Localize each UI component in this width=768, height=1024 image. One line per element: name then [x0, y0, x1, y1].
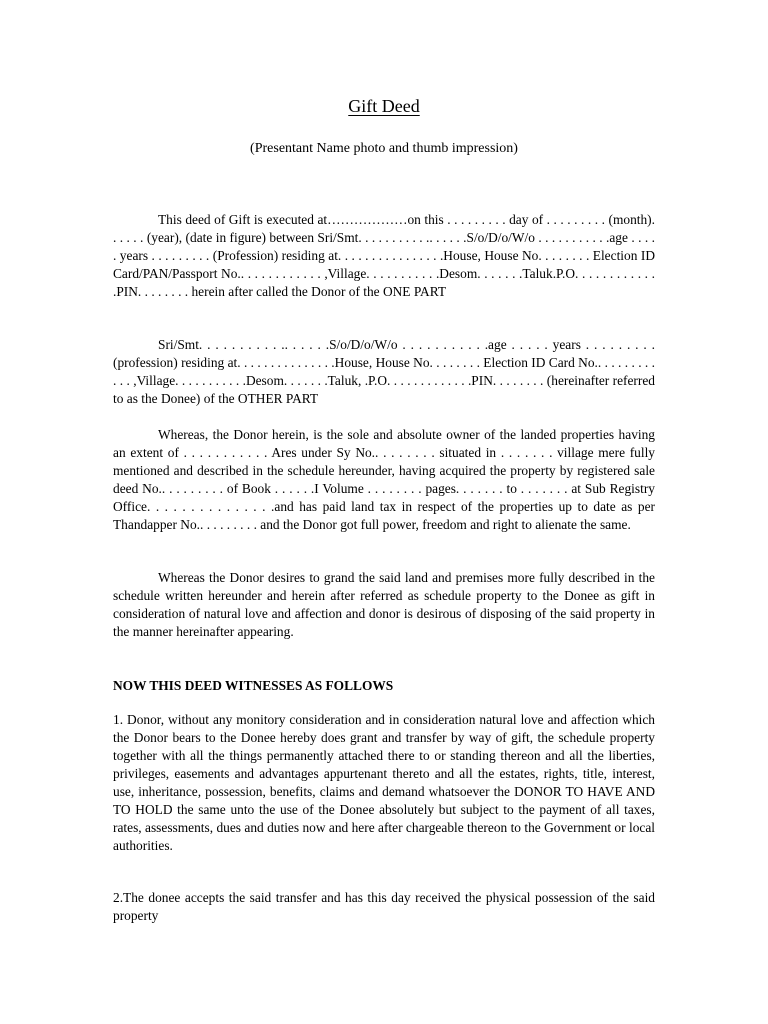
deed-paragraph-intent	[113, 569, 655, 641]
document-subtitle: (Presentant Name photo and thumb impression)	[250, 141, 518, 156]
paragraph-text: This deed of Gift is executed at………………on this . . . . . . . . . day of . . . . . . . . . (month). . . . . . (year), (date in figure) between Sri/Smt. . . . . . . . . . .. . . . . .S/o/D/o/W/o . . . . . . . . . . .age . . . . . years . . . . . . . . . (Profession) residing at. . . . . . . . . . . . . . . .House, House No. . . . . . . . Election ID Card/PAN/Passport No.. . . . . . . . . . . . ,Village. . . . . . . . . . .Desom. . . . . . .Taluk.P.O. . . . . . . . . . . . .PIN. . . . . . . . herein after called the Donor of the ONE PART	[113, 212, 655, 299]
document-title: Gift Deed	[348, 96, 420, 116]
paragraph-text: Sri/Smt. . . . . . . . . . .. . . . . .S/o/D/o/W/o . . . . . . . . . . .age . . . . . years . . . . . . . . . (profession) residing at. . . . . . . . . . . . . . .House, House No. . . . . . . . Election ID Card No.. . . . . . . . . . . . ,Village. . . . . . . . . . .Desom. . . . . . .Taluk, .P.O. . . . . . . . . . . . .PIN. . . . . . . . (hereinafter referred to as the Donee) of the OTHER PART	[113, 337, 655, 406]
deed-paragraph-parties-donee	[113, 336, 655, 408]
section-heading: NOW THIS DEED WITNESSES AS FOLLOWS	[113, 678, 394, 693]
clause-text: 1. Donor, without any monitory consideration and in consideration natural love and affection which the Donor bears to the Donee hereby does grant and transfer by way of gift, the schedule property together with all the things permanently attached there to or standing thereon and all the liberties, privileges, easements and advantages appurtenant thereto and all the estates, rights, title, interest, use, inheritance, possession, benefits, claims and demand whatsoever the DONOR TO HAVE AND TO HOLD the same unto the use of the Donee absolutely but subject to the payment of all taxes, rates, assessments, dues and duties now and here after chargeable thereon to the Government or local authorities.	[113, 712, 655, 853]
deed-paragraph-ownership	[113, 426, 655, 534]
deed-paragraph-parties-donor	[113, 211, 655, 301]
deed-clause-1	[113, 711, 655, 855]
clause-text: 2.The donee accepts the said transfer and has this day received the physical possession of the said property	[113, 890, 655, 923]
paragraph-text: Whereas, the Donor herein, is the sole and absolute owner of the landed properties having an extent of . . . . . . . . . . . Ares under Sy No.. . . . . . . . situated in . . . . . . . village mere fully mentioned and described in the schedule hereunder, having acquired the property by registered sale deed No.. . . . . . . . . of Book . . . . . .I Volume . . . . . . . . pages. . . . . . . to . . . . . . . at Sub Registry Office. . . . . . . . . . . . . . .and has paid land tax in respect of the properties up to date as per Thandapper No.. . . . . . . . . and the Donor got full power, freedom and right to alienate the same.	[113, 427, 655, 532]
paragraph-text: Whereas the Donor desires to grand the said land and premises more fully described in the schedule written hereunder and herein after referred as schedule property to the Donee as gift in consideration of natural love and affection and donor is desirous of disposing of the said property in the manner hereinafter appearing.	[113, 570, 655, 639]
deed-clause-2	[113, 889, 655, 925]
